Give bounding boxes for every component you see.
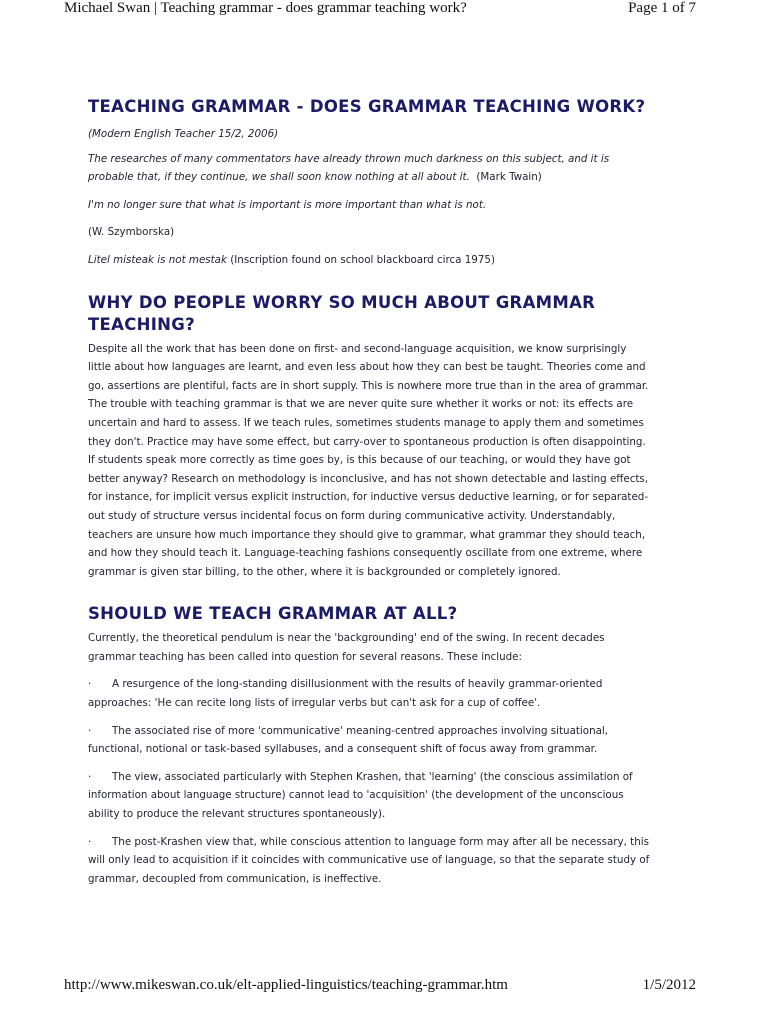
page-number: Page 1 of 7 <box>628 0 696 16</box>
section-heading-worry: WHY DO PEOPLE WORRY SO MUCH ABOUT GRAMMAR TEACHING? <box>88 292 596 334</box>
epigraph-blackboard-note: (Inscription found on school blackboard circa 1975) <box>230 253 495 266</box>
epigraph-blackboard <box>88 251 650 270</box>
list-item-text: The associated rise of more 'communicative' meaning-centred approaches involving situational, functional, notional or task-based syllabuses, and a consequent shift of focus away from grammar. <box>88 724 609 756</box>
epigraph-szymborska-text: I'm no longer sure that what is important is more important than what is not. <box>88 198 487 211</box>
epigraph-twain-author: (Mark Twain) <box>476 171 542 184</box>
bullet-icon: · <box>88 770 92 783</box>
print-header-title: Michael Swan | Teaching grammar - does grammar teaching work? <box>64 0 467 16</box>
print-header <box>64 0 696 22</box>
list-item <box>88 675 650 712</box>
article-content <box>88 96 650 897</box>
epigraph-szymborska-author: (W. Szymborska) <box>88 226 175 239</box>
epigraph-twain-text: The researches of many commentators have already thrown much darkness on this subject, and it is probable that, if they continue, we shall soon know nothing at all about it. <box>88 152 610 184</box>
article-title: TEACHING GRAMMAR - DOES GRAMMAR TEACHING WORK? <box>88 97 646 116</box>
print-date: 1/5/2012 <box>642 977 696 993</box>
section-heading-should-we: SHOULD WE TEACH GRAMMAR AT ALL? <box>88 604 458 624</box>
list-item-text: A resurgence of the long-standing disillusionment with the results of heavily grammar-oriented approaches: 'He can recite long lists of irregular verbs but can't ask for a cup of coffee'. <box>88 678 603 710</box>
print-footer <box>64 977 696 999</box>
bullet-icon: · <box>88 724 92 737</box>
list-item <box>88 722 650 759</box>
list-item-text: The view, associated particularly with Stephen Krashen, that 'learning' (the conscious assimilation of information about language structure) cannot lead to 'acquisition' (the development of the unconscious ability to produce the relevant structures spontaneously). <box>88 770 633 821</box>
article-source: (Modern English Teacher 15/2, 2006) <box>88 128 279 140</box>
section-intro-should-we: Currently, the theoretical pendulum is near the 'backgrounding' end of the swing. In recent decades grammar teaching has been called into question for several reasons. These include: <box>88 632 605 663</box>
epigraph-twain <box>88 150 650 187</box>
source-url-link[interactable]: http://www.mikeswan.co.uk/elt-applied-linguistics/teaching-grammar.htm <box>64 977 508 993</box>
list-item-text: The post-Krashen view that, while conscious attention to language form may after all be necessary, this will only lead to acquisition if it coincides with communicative use of language, so that the separate study of grammar, decoupled from communication, is ineffective. <box>88 835 650 885</box>
section-body-worry: Despite all the work that has been done on first- and second-language acquisition, we know surprisingly little about how languages are learnt, and even less about how they can best be taught. Theories come and go, assertions are plentiful, facts are in short supply. This is nowhere more true than in the area of grammar. The trouble with teaching grammar is that we are never quite sure whether it works or not: its effects are uncertain and hard to assess. If we teach rules, sometimes students manage to apply them and sometimes they don't. Practice may have some effect, but carry-over to spontaneous production is often disappointing. If students speak more correctly as time goes by, is this because of our teaching, or would they have got better anyway? Research on methodology is inconclusive, and has not shown detectable and lasting effects, for instance, for implicit versus explicit instruction, for inductive versus deductive learning, or for separated-out study of structure versus incidental focus on form during communicative activity. Understandably, teachers are unsure how much importance they should give to grammar, what grammar they should teach, and how they should teach it. Language-teaching fashions consequently oscillate from one extreme, where grammar is given star billing, to the other, where it is backgrounded or completely ignored. <box>88 342 649 578</box>
list-item <box>88 768 650 824</box>
bullet-icon: · <box>88 835 92 848</box>
list-item <box>88 833 650 889</box>
bullet-icon: · <box>88 678 92 691</box>
epigraph-blackboard-text: Litel misteak is not mestak <box>88 253 227 266</box>
